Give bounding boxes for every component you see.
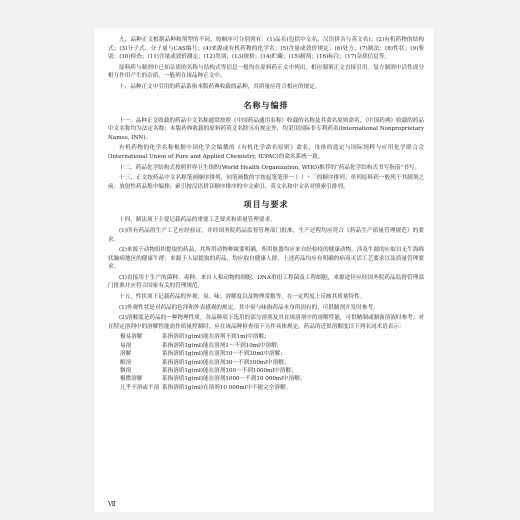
paragraph: 有机药物的化学名称根据中国化学会编撰的《有机化学命名原则》命名，母体的选定与国际纯粹与应用化学联合会(International Union of Pure and Applied Chemistry, IUPAC)的命名系统一致。 bbox=[108, 145, 424, 160]
table-row bbox=[120, 333, 350, 341]
page-number: Ⅶ bbox=[108, 501, 116, 508]
intro-paragraphs bbox=[108, 36, 424, 92]
solubility-description: 系指溶质1g(ml)能在溶剂100～不到1000ml中溶解； bbox=[162, 368, 297, 375]
paragraph: 九、品种正文根据品种和剂型的不同，按顺序可分别列有：(1)品名(包括中文名，汉语拼音与英文名)；(2)有机药物的结构式；(3)分子式、分子量与CAS编号；(4)来源或有机药物的化学名；(5)含量或效价规定；(6)处方；(7)制法；(8)性状；(9)鉴别；(10)检查；(11)含量或效价测定；(12)类别；(13)规格；(14)贮藏；(15)制剂；(16)标注；(17)杂质信息等。 bbox=[108, 37, 424, 61]
paragraph: (1)外观性状是对药品的色泽和外表感观的规定。其中臭与味指药品本身所固有的，可供制剂开发时参考。 bbox=[119, 304, 379, 311]
paragraph: 十二、药品化学结构式按照世界卫生组织(World Health Organization, WHO)推荐的“药品化学结构式书写指南”书写。 bbox=[119, 164, 420, 171]
section-title-naming: 名称与编排 bbox=[243, 99, 289, 110]
paragraph: (1)所有药品的生产工艺应经验证，并经国务院药品监督管理部门批准，生产过程均应符合《药品生产质量管理规范》的要求。 bbox=[108, 227, 424, 243]
solubility-term: 极易溶解 bbox=[120, 334, 143, 341]
paragraph: (2)溶解度是药品的一种物理性质。各品种项下选用的部分溶剂及其在该溶剂中的溶解性能，可供精制或制备溶液时参考；对在特定溶剂中的溶解性能需作质量控制时，应在该品种检查项下另作具体规定。药品的近似溶解度以下列名词术语表示： bbox=[108, 315, 424, 330]
solubility-description: 系指溶质1g(ml)能在溶剂1000～不到10 000ml中溶解； bbox=[162, 376, 306, 383]
solubility-term: 易溶 bbox=[120, 342, 132, 349]
table-row bbox=[120, 367, 350, 375]
table-row bbox=[120, 384, 350, 392]
table-row bbox=[120, 342, 350, 350]
solubility-table bbox=[120, 333, 350, 392]
solubility-description: 系指溶质1g(ml)能在溶剂10～不到30ml中溶解； bbox=[162, 351, 286, 358]
solubility-description: 系指溶质1g(ml)能在溶剂30～不到100ml中溶解； bbox=[162, 359, 290, 366]
paragraph: 十四、制法项下主要记载药品的重要工艺要求和质量管理要求。 bbox=[119, 217, 276, 224]
solubility-description: 系指溶质1g(ml)在溶剂10 000ml中不能完全溶解。 bbox=[162, 384, 292, 391]
paragraph: 原料药与制剂中已知杂质的名称与结构式等信息一般均在原料药正文中列出，相应制剂正文直接引用。复方制剂中活性成分相互作用产生的杂质，一般列在该品种正文中。 bbox=[108, 64, 424, 80]
solubility-description: 系指溶质1g(ml)能在溶剂不到1ml中溶解； bbox=[162, 334, 270, 341]
solubility-term: 极微溶解 bbox=[120, 376, 143, 383]
page-content bbox=[108, 36, 424, 392]
paragraph: (3)直接用于生产的菌种、毒种、来自人和动物的细胞、DNA重组工程菌及工程细胞，来源途径应经国务院药品监督管理部门批准并应符合国家有关的管理规范。 bbox=[108, 274, 424, 290]
table-row bbox=[120, 375, 350, 383]
paragraph: (2)来源于动物组织提取的药品，其所用动物种属要明确，所用脏器均应来自经检疫的健康动物，涉及牛源的应取自无牛海绵状脑病地区的健康牛群；来源于人尿提取的药品，均应取自健康人群。上述药品均应有明确的病毒灭活工艺要求以及质量管理要求。 bbox=[108, 247, 424, 271]
solubility-term: 微溶 bbox=[120, 368, 132, 375]
naming-paragraphs bbox=[108, 117, 424, 192]
section-title-requirements: 项目与要求 bbox=[243, 199, 289, 210]
table-row bbox=[120, 359, 350, 367]
solubility-term: 略溶 bbox=[120, 359, 132, 366]
paragraph: 十一、品种正文收载的药品中文名称通常按照《中国药品通用名称》收载的名称及其命名原则命名，《中国药典》收载的药品中文名称均为法定名称；本版药典收载的原料药英文名除另有规定外，均采用国际非专利药名(International Nonproprietary Names, INN)。 bbox=[108, 117, 424, 141]
paragraph: 十五、性状项下记载药品的外观、臭、味、溶解度以及物理常数等，在一定程度上反映其质量特性。 bbox=[119, 294, 366, 301]
paragraph: 十、品种正文中引用的药品系指本版药典收载的品种，其质量应符合相应的规定。 bbox=[119, 83, 321, 90]
solubility-term: 几乎不溶或不溶 bbox=[120, 384, 160, 391]
table-row bbox=[120, 350, 350, 358]
solubility-term: 溶解 bbox=[120, 351, 132, 358]
requirements-paragraphs bbox=[108, 216, 424, 331]
paragraph: 十三、正文按药品中文名称笔画顺序排列，同笔画数的字按起笔笔形一丨丿丶乛的顺序排列；单列原料药一般列于其制剂之前；放射性药品集中编排；索引按汉语拼音顺序排序的中文索引、英文名和中文名对照索引排列。 bbox=[108, 175, 424, 190]
document-page bbox=[94, 28, 434, 512]
solubility-description: 系指溶质1g(ml)能在溶剂1～不到10ml中溶解； bbox=[162, 342, 283, 349]
